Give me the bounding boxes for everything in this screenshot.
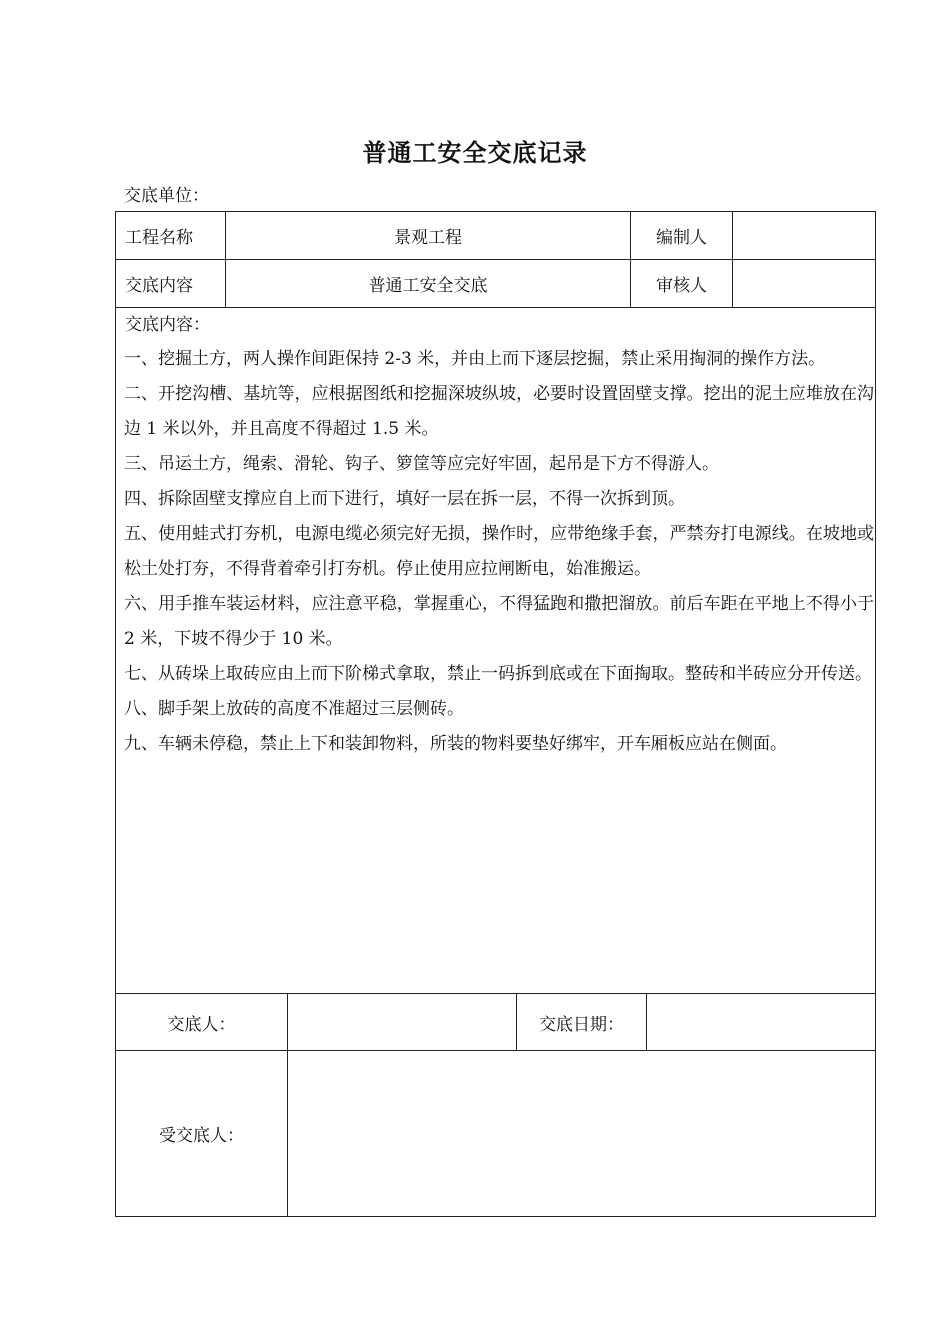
reviewer-label: 审核人 [631,260,733,308]
content-item: 八、脚手架上放砖的高度不准超过三层侧砖。 [124,699,464,719]
unit-label: 交底单位： [124,186,209,206]
header-table [115,211,876,308]
project-name-value: 景观工程 [226,212,631,260]
content-item: 九、车辆未停稳，禁止上下和装卸物料，所装的物料要垫好绑牢，开车厢板应站在侧面。 [124,734,787,754]
content-item: 六、用手推车装运材料，应注意平稳，掌握重心，不得猛跑和撒把溜放。前后车距在平地上不得小于 2 米，下坡不得少于 10 米。 [124,594,874,649]
project-row [116,212,876,260]
project-name-label: 工程名称 [116,212,226,260]
recipient-row [116,1051,876,1217]
recipient-value [288,1051,876,1217]
recipient-label: 受交底人： [116,1051,288,1217]
editor-label: 编制人 [631,212,733,260]
reviewer-value [733,260,876,308]
content-item: 一、挖掘土方，两人操作间距保持 2-3 米，并由上而下逐层挖掘，禁止采用掏洞的操作方法。 [124,349,826,369]
presenter-value [288,994,517,1051]
document-title: 普通工安全交底记录 [362,138,588,167]
signoff-table [115,993,876,1217]
date-label: 交底日期： [517,994,647,1051]
presenter-label: 交底人： [116,994,288,1051]
content-value: 普通工安全交底 [226,260,631,308]
date-value [647,994,876,1051]
content-section [115,306,876,993]
editor-value [733,212,876,260]
presenter-row [116,994,876,1051]
content-item: 三、吊运土方，绳索、滑轮、钩子、箩筐等应完好牢固，起吊是下方不得游人。 [124,454,719,474]
content-label: 交底内容 [116,260,226,308]
content-type-row [116,260,876,308]
content-item: 四、拆除固壁支撑应自上而下进行，填好一层在拆一层，不得一次拆到顶。 [124,489,685,509]
content-items [124,342,874,762]
content-heading: 交底内容： [125,315,210,335]
content-item: 七、从砖垛上取砖应由上而下阶梯式拿取，禁止一码拆到底或在下面掏取。整砖和半砖应分开传送。 [124,664,872,684]
content-item: 二、开挖沟槽、基坑等，应根据图纸和挖掘深坡纵坡，必要时设置固壁支撑。挖出的泥土应堆放在沟边 1 米以外，并且高度不得超过 1.5 米。 [124,384,874,439]
content-item: 五、使用蛙式打夯机，电源电缆必须完好无损，操作时，应带绝缘手套，严禁夯打电源线。在坡地或松土处打夯，不得背着牵引打夯机。停止使用应拉闸断电，始准搬运。 [124,524,874,579]
